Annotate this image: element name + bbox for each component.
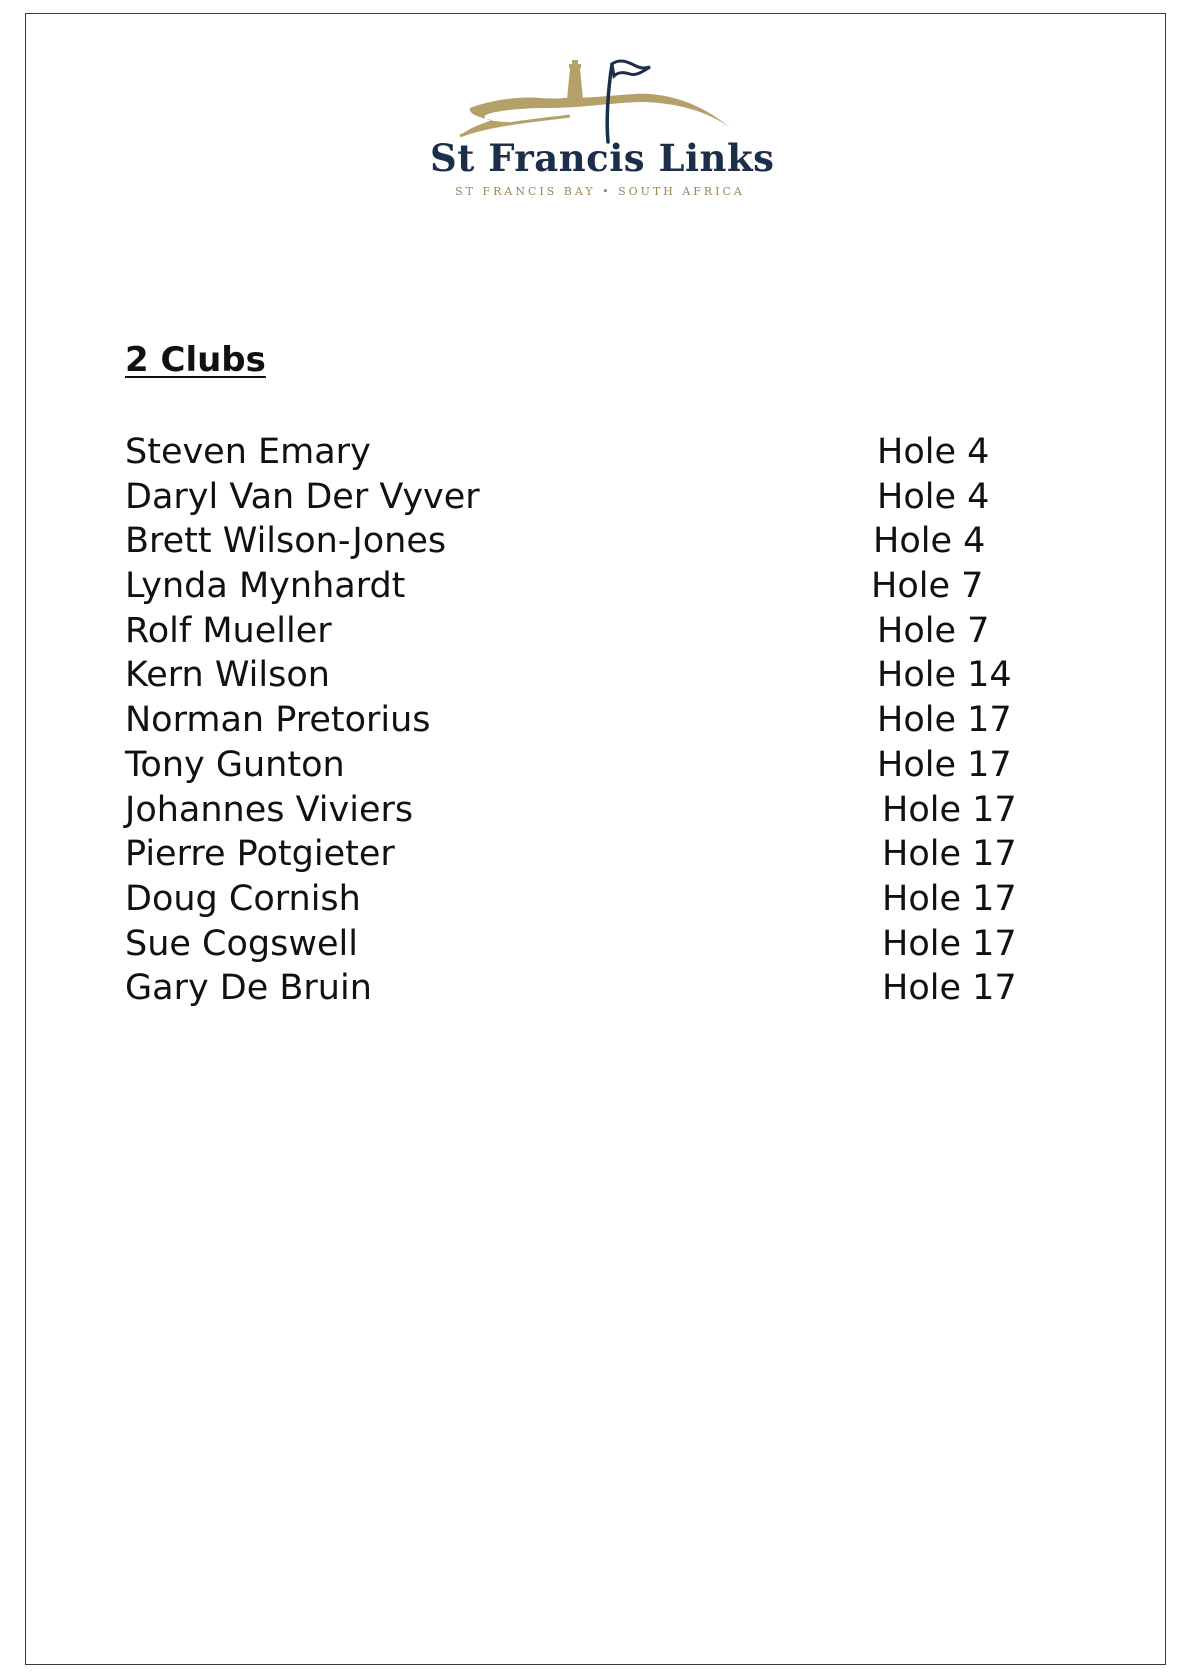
player-name: Sue Cogswell — [125, 923, 358, 964]
player-name: Rolf Mueller — [125, 610, 332, 651]
fairway-swoosh-icon — [460, 94, 730, 136]
hole-number: Hole 4 — [877, 476, 990, 517]
list-item — [125, 832, 1025, 877]
player-name: Brett Wilson-Jones — [125, 521, 447, 562]
player-name: Daryl Van Der Vyver — [125, 476, 480, 517]
player-name: Johannes Viviers — [125, 789, 414, 830]
list-item — [125, 743, 1025, 788]
list-item — [125, 609, 1025, 654]
logo-name: St Francis Links — [430, 136, 775, 180]
lighthouse-icon — [562, 60, 588, 103]
player-name: Gary De Bruin — [125, 968, 372, 1009]
hole-number: Hole 17 — [882, 923, 1017, 964]
list-item — [125, 430, 1025, 475]
hole-number: Hole 17 — [877, 744, 1012, 785]
list-item — [125, 519, 1025, 564]
list-item — [125, 475, 1025, 520]
list-item — [125, 877, 1025, 922]
hole-number: Hole 4 — [873, 521, 986, 562]
player-name: Doug Cornish — [125, 878, 361, 919]
list-item — [125, 922, 1025, 967]
hole-number: Hole 17 — [882, 834, 1017, 875]
hole-number: Hole 14 — [877, 655, 1012, 696]
entries-list — [125, 430, 1025, 1011]
hole-number: Hole 17 — [882, 878, 1017, 919]
list-item — [125, 564, 1025, 609]
hole-number: Hole 7 — [877, 610, 990, 651]
hole-number: Hole 7 — [871, 566, 984, 607]
list-item — [125, 788, 1025, 833]
list-item — [125, 966, 1025, 1011]
hole-number: Hole 17 — [877, 700, 1012, 741]
club-logo — [430, 50, 775, 210]
player-name: Kern Wilson — [125, 655, 330, 696]
player-name: Lynda Mynhardt — [125, 566, 406, 607]
hole-number: Hole 17 — [882, 789, 1017, 830]
logo-tagline: ST FRANCIS BAY • SOUTH AFRICA — [455, 185, 745, 198]
section-title: 2 Clubs — [125, 340, 266, 380]
hole-number: Hole 17 — [882, 968, 1017, 1009]
list-item — [125, 653, 1025, 698]
hole-number: Hole 4 — [877, 432, 990, 472]
list-item — [125, 698, 1025, 743]
player-name: Norman Pretorius — [125, 700, 431, 741]
player-name: Pierre Potgieter — [125, 834, 395, 875]
player-name: Tony Gunton — [125, 744, 345, 785]
player-name: Steven Emary — [125, 432, 371, 472]
